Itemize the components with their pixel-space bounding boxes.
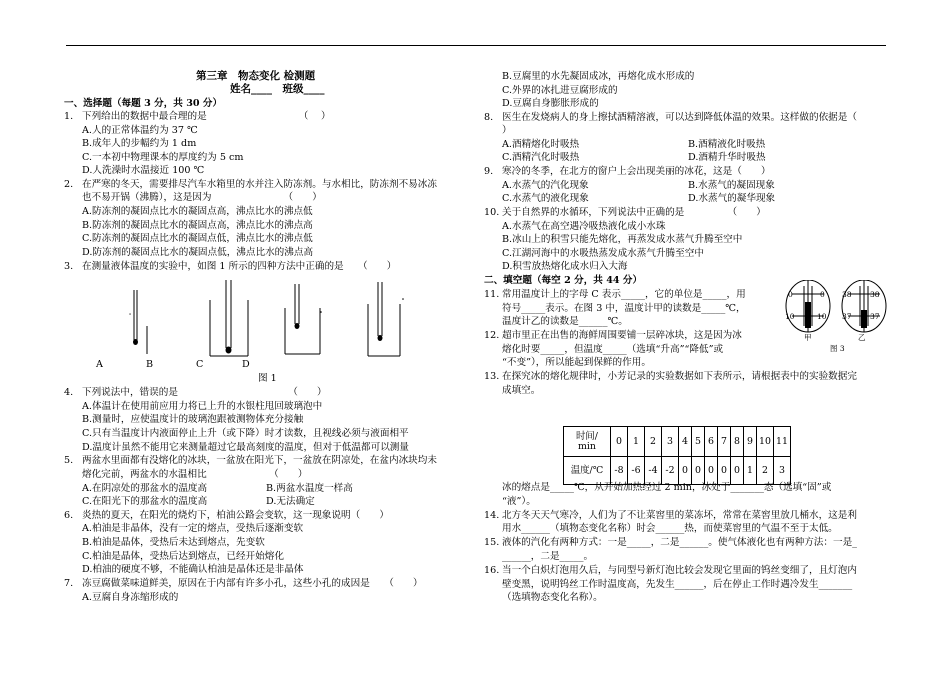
- q9-option-d: D.水蒸气的凝华现象: [688, 193, 776, 204]
- q9-option-c: C.水蒸气的液化现象: [502, 193, 589, 204]
- q10-option-d: D.积雪放热熔化成水归入大海: [502, 261, 628, 272]
- q8-option-c: C.酒精汽化时吸热: [502, 152, 580, 163]
- q7-option-a: A.豆腐自身冻缩形成的: [82, 592, 179, 603]
- q13-line-4: “液”）。: [502, 496, 536, 507]
- table-cell: 6: [705, 427, 718, 457]
- name-class-line: 姓名____ 班级____: [230, 83, 325, 95]
- q8-option-b: B.酒精液化时吸热: [688, 139, 766, 150]
- q10-option-b: B.冰山上的积雪只能先熔化，再蒸发成水蒸气升腾至空中: [502, 234, 743, 245]
- q16-line-2: 壁变黑，说明钨丝工作时温度高，先发生______，后在停止工作时遇冷发生_______: [502, 579, 853, 590]
- fig3-yi-tick-top-left: 38: [842, 290, 852, 299]
- q5-option-c: C.在阳光下的那盆水的温度高: [82, 496, 208, 507]
- q15-line-2: ______，二是_____。: [502, 551, 594, 562]
- q8-stem-cont: ）: [502, 125, 512, 136]
- fig3-jia-tick-bottom-left: 10: [785, 312, 795, 321]
- q5-option-a: A.在阴凉处的那盆水的温度高: [82, 483, 208, 494]
- q12-line-3: “不变”），所以能起到保鲜的作用。: [502, 357, 651, 368]
- q9-stem: 9. 寒冷的冬季，在北方的窗户上会出现美丽的冰花，这是（ ）: [484, 166, 771, 177]
- q1-option-d: D.人洗澡时水温接近 100 ℃: [82, 165, 205, 176]
- q16-line-3: （选填物态变化名称）。: [502, 592, 603, 603]
- q11-line-1: 11. 常用温度计上的字母 C 表示_____，它的单位是_____，用: [484, 289, 746, 300]
- table-cell: 3: [662, 427, 679, 457]
- q6-option-d: D.柏油的硬度不够，不能确认柏油是晶体还是非晶体: [82, 564, 304, 575]
- q9-option-b: B.水蒸气的凝固现象: [688, 180, 775, 191]
- fig3-yi-tick-bottom-right: 37: [870, 312, 880, 321]
- q2-stem-cont: 也不易开锅（沸腾），这是因为 （ ）: [82, 192, 322, 203]
- section-fill-heading: 二、填空题（每空 2 分，共 44 分）: [484, 275, 643, 286]
- q16-line-1: 16. 当一个白炽灯泡用久后，与同型号新灯泡比较会发现它里面的钨丝变细了，且灯泡内: [484, 565, 857, 576]
- q5-option-d: D.无法确定: [266, 496, 315, 507]
- table-cell: 4: [679, 427, 692, 457]
- table-cell: -2: [662, 457, 679, 485]
- fig3-caption: 图 3: [830, 344, 845, 353]
- table-cell: 9: [744, 427, 757, 457]
- fig3-yi-tick-top-right: 38: [870, 290, 880, 299]
- table-header-time: 时间/ min: [564, 427, 611, 457]
- q12-line-1: 12. 超市里正在出售的海鲜周围要铺一层碎冰块，这是因为冰: [484, 330, 742, 341]
- q4-option-d: D.温度计虽然不能用它来测量超过它最高刻度的温度，但对于低温都可以测量: [82, 442, 409, 453]
- fig3-label-yi: 乙: [858, 333, 866, 342]
- q4-stem: 4. 下列说法中，错误的是 （ ）: [64, 387, 327, 398]
- table-cell: 11: [774, 427, 791, 457]
- q5-stem: 5. 两盆水里面都有没熔化的冰块，一盆放在阳光下，一盆放在阴凉处，在盆内冰块均未: [64, 455, 437, 466]
- section-choice-heading: 一、选择题（每题 3 分，共 30 分）: [64, 98, 223, 109]
- q10-stem: 10. 关于自然界的水循环，下列说法中正确的是 （ ）: [484, 207, 766, 218]
- q5-option-b: B.两盆水温度一样高: [266, 483, 353, 494]
- fig3-label-jia: 甲: [804, 333, 812, 342]
- table-cell: 7: [718, 427, 731, 457]
- q7-option-b: B.豆腐里的水先凝固成冰，再熔化成水形成的: [502, 71, 695, 82]
- q11-line-2: 符号_____表示。在图 3 中，温度计甲的读数是_____℃，: [502, 303, 746, 314]
- q12-line-2: 熔化时要_____，但温度_____（选填“升高”“降低”或: [502, 344, 724, 355]
- q13-line-2: 成填空。: [502, 385, 541, 396]
- q7-stem: 7. 冻豆腐做菜味道鲜美，原因在于内部有许多小孔，这些小孔的成因是 （ ）: [64, 578, 423, 589]
- table-cell: 8: [731, 427, 744, 457]
- table-cell: 2: [757, 457, 774, 485]
- q8-option-d: D.酒精升华时吸热: [688, 152, 766, 163]
- q13-line-3: 冰的熔点是_____℃，从开始加热经过 2 min，冰处于_______态（选填“固”或: [502, 482, 832, 493]
- fig3-jia-tick-top-left: 0: [788, 290, 793, 299]
- header-rule: [66, 45, 886, 46]
- q10-option-c: C.江湖河海中的水吸热蒸发成水蒸气升腾至空中: [502, 248, 704, 259]
- q10-option-a: A.水蒸气在高空遇冷吸热液化成小水珠: [502, 221, 666, 232]
- fig1-label-a: A: [96, 359, 103, 370]
- q1-option-a: A.人的正常体温约为 37 ℃: [82, 125, 198, 136]
- table-cell: 10: [757, 427, 774, 457]
- q11-line-3: 温度计乙的读数是______℃。: [502, 316, 628, 327]
- fig1-label-b: B: [146, 359, 154, 370]
- table-cell: 5: [692, 427, 705, 457]
- q2-option-d: D.防冻剂的凝固点比水的凝固点低，沸点比水的沸点高: [82, 247, 314, 258]
- table-row-time: [564, 427, 791, 457]
- q6-option-a: A.柏油是非晶体，没有一定的熔点，受热后逐渐变软: [82, 523, 304, 534]
- page-title: 第三章 物态变化 检测题: [196, 70, 316, 82]
- q7-option-c: C.外界的冰扎进豆腐形成的: [502, 85, 618, 96]
- q13-line-1: 13. 在探究冰的熔化规律时，小芳记录的实验数据如下表所示，请根据表中的实验数据完: [484, 371, 857, 382]
- q3-stem: 3. 在测量液体温度的实验中，如图 1 所示的四种方法中正确的是 （ ）: [64, 261, 397, 272]
- table-cell: -8: [611, 457, 628, 485]
- table-cell: -4: [645, 457, 662, 485]
- table-cell: -6: [628, 457, 645, 485]
- table-cell: 0: [705, 457, 718, 485]
- q2-stem: 2. 在严寒的冬天，需要排尽汽车水箱里的水并注入防冻剂。与水相比，防冻剂不易冰冻: [64, 179, 437, 190]
- melting-data-table: [563, 426, 791, 485]
- q4-option-c: C.只有当温度计内液面停止上升（或下降）时才读数，且视线必须与液面相平: [82, 428, 409, 439]
- q2-option-b: B.防冻剂的凝固点比水的凝固点高，沸点比水的沸点高: [82, 220, 313, 231]
- fig3-jia-tick-bottom-right: 10: [817, 312, 827, 321]
- q7-option-d: D.豆腐自身膨胀形成的: [502, 98, 599, 109]
- figure-1-thermometer-methods: [90, 276, 430, 372]
- q4-option-b: B.测量时，应使温度计的玻璃泡跟被测物体充分接触: [82, 414, 304, 425]
- q15-line-1: 15. 液体的汽化有两种方式：一是_____，二是______。使气体液化也有两种方法：一是_: [484, 537, 857, 548]
- q1-stem: 1. 下列给出的数据中最合理的是 （ ）: [64, 111, 331, 122]
- fig1-label-c: C: [196, 359, 204, 370]
- table-cell: 0: [679, 457, 692, 485]
- fig3-jia-tick-top-right: 0: [820, 290, 825, 299]
- q1-option-b: B.成年人的步幅约为 1 dm: [82, 138, 197, 149]
- table-cell: 0: [718, 457, 731, 485]
- q1-option-c: C.一本初中物理课本的厚度约为 5 cm: [82, 152, 244, 163]
- q2-option-c: C.防冻剂的凝固点比水的凝固点低，沸点比水的沸点低: [82, 233, 313, 244]
- fig1-caption: 图 1: [258, 373, 277, 384]
- q2-option-a: A.防冻剂的凝固点比水的凝固点高，沸点比水的沸点低: [82, 206, 313, 217]
- table-cell: 0: [731, 457, 744, 485]
- table-header-temperature: 温度/℃: [564, 457, 611, 485]
- q14-line-1: 14. 北方冬天天气寒冷，人们为了不让菜窖里的菜冻坏，常常在菜窖里放几桶水，这是利: [484, 510, 857, 521]
- q8-stem: 8. 医生在发烧病人的身上擦拭酒精溶液，可以达到降低体温的效果。这样做的依据是（: [484, 112, 857, 123]
- q6-option-c: C.柏油是晶体，受热后达到熔点，已经开始熔化: [82, 551, 284, 562]
- table-cell: 0: [611, 427, 628, 457]
- table-cell: 1: [628, 427, 645, 457]
- table-cell: 2: [645, 427, 662, 457]
- q14-line-2: 用水______（填物态变化名称）时会______热，而使菜窖里的气温不至于太低。: [502, 523, 838, 534]
- fig3-yi-tick-bottom-left: 37: [842, 312, 852, 321]
- fig1-label-d: D: [242, 359, 250, 370]
- q5-stem-cont: 熔化完前，两盆水的水温相比 （ ）: [82, 469, 308, 480]
- table-cell: 1: [744, 457, 757, 485]
- table-cell: 3: [774, 457, 791, 485]
- q9-option-a: A.水蒸气的汽化现象: [502, 180, 589, 191]
- q8-option-a: A.酒精熔化时吸热: [502, 139, 580, 150]
- q6-stem: 6. 炎热的夏天，在阳光的烧灼下，柏油公路会变软，这一现象说明（ ）: [64, 510, 389, 521]
- table-cell: 0: [692, 457, 705, 485]
- q6-option-b: B.柏油是晶体，受热后未达到熔点，先变软: [82, 537, 265, 548]
- q4-option-a: A.体温计在使用前应用力将已上升的水银柱甩回玻璃泡中: [82, 401, 323, 412]
